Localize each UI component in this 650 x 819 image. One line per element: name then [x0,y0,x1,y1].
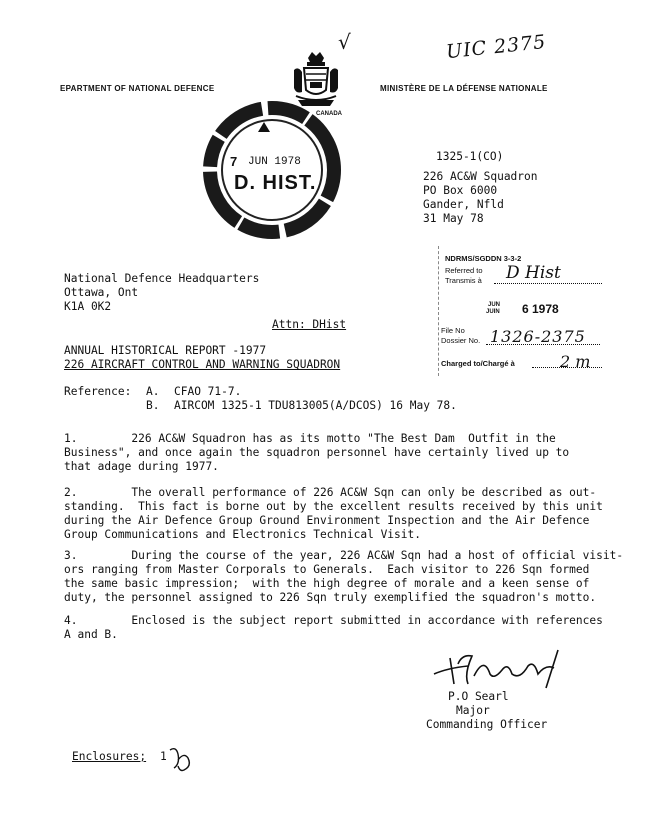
routing-file-value: 1326-2375 [490,327,586,346]
header-french: MINISTÈRE DE LA DÉFENSE NATIONALE [380,84,548,93]
recipient-line-2: Ottawa, Ont [64,286,139,299]
routing-stamp-border [438,246,440,376]
paragraph-2-line-4: Group Communications and Electronics Technical Visit. [64,528,421,541]
paragraph-3-line-2: ors ranging from Master Corporals to Generals. Each visitor to 226 Sqn formed [64,563,590,576]
stamp-office: D. HIST. [234,172,317,194]
paragraph-2-number: 2. [64,486,78,499]
routing-referred-fr: Transmis à [445,276,482,285]
paragraph-1-line-3: that adage during 1977. [64,460,219,473]
crest-label: CANADA [316,111,342,117]
stamp-month: JUN 1978 [248,156,301,168]
received-stamp [200,96,350,246]
reference-label: Reference: [64,385,132,398]
enclosures-label: Enclosures; [72,750,147,763]
signature-title: Commanding Officer [426,718,548,731]
reference-b-letter: B. [146,399,160,412]
routing-file-en: File No [441,326,465,335]
handwritten-signature [428,644,578,690]
paragraph-4-number: 4. [64,614,78,627]
routing-referred-en: Referred to [445,266,483,275]
subject-line-2: 226 AIRCRAFT CONTROL AND WARNING SQUADRON [64,358,341,371]
paragraph-4 [64,614,603,642]
routing-referred-line [494,283,602,284]
paragraph-3-line-3: the same basic impression; with the high degree of morale and a keen sense of [64,577,590,590]
routing-month-en: JUN [488,302,501,308]
paragraph-3-number: 3. [64,549,78,562]
paragraph-3 [64,549,623,605]
paragraph-3-line-1: During the course of the year, 226 AC&W Sqn had a host of official visit- [131,549,624,562]
sender-address-3: Gander, Nfld [423,198,504,211]
paragraph-3-line-4: duty, the personnel assigned to 226 Sqn truly exemplified the squadron's motto. [64,591,597,604]
routing-date-value: 6 1978 [522,302,559,316]
paragraph-2-line-3: during the Air Defence Group Ground Environment Inspection and the Air Defence [64,514,590,527]
header-english: EPARTMENT OF NATIONAL DEFENCE [60,84,215,93]
sender-file-no: 1325-1(CO) [436,150,504,163]
attention-line: Attn: DHist [272,318,347,331]
paragraph-2-line-2: standing. This fact is borne out by the excellent results received by this unit [64,500,603,513]
routing-month-fr: JUIN [486,309,500,315]
paragraph-1-line-2: Business", and once again the squadron personnel have certainly lived up to [64,446,570,459]
paragraph-4-line-2: A and B. [64,628,118,641]
routing-charged-line [532,367,602,368]
subject-line-1: ANNUAL HISTORICAL REPORT -1977 [64,344,267,357]
paragraph-1 [64,432,569,474]
paragraph-4-line-1: Enclosed is the subject report submitted in accordance with references [131,614,603,627]
paragraph-1-number: 1. [64,432,78,445]
handwritten-checkmark: √ [338,30,351,54]
paragraph-2-line-1: The overall performance of 226 AC&W Sqn can only be described as out- [131,486,597,499]
paragraph-2 [64,486,603,542]
handwritten-file-ref: UIC 2375 [445,30,548,64]
routing-charged-label: Charged to/Chargé à [441,359,515,368]
stamp-day: 7 [230,154,238,169]
paragraph-1-line-1: 226 AC&W Squadron has as its motto "The Best Dam Outfit in the [131,432,556,445]
routing-office-code: NDRMS/SGDDN 3-3-2 [445,254,522,263]
enclosures-handwritten-mark [166,744,196,774]
reference-a-text: CFAO 71-7. [174,385,242,398]
routing-file-fr: Dossier No. [441,336,481,345]
recipient-line-3: K1A 0K2 [64,300,112,313]
reference-a-letter: A. [146,385,160,398]
recipient-line-1: National Defence Headquarters [64,272,260,285]
routing-charged-value: 2 m [560,352,591,371]
routing-file-line [486,344,600,345]
signature-rank: Major [456,704,490,717]
sender-date: 31 May 78 [423,212,484,225]
sender-address-1: 226 AC&W Squadron [423,170,538,183]
sender-address-2: PO Box 6000 [423,184,498,197]
enclosures-value: 1 [160,750,167,763]
routing-referred-value: D Hist [506,263,561,283]
signature-name: P.O Searl [448,690,509,703]
reference-b-text: AIRCOM 1325-1 TDU813005(A/DCOS) 16 May 78. [174,399,457,412]
